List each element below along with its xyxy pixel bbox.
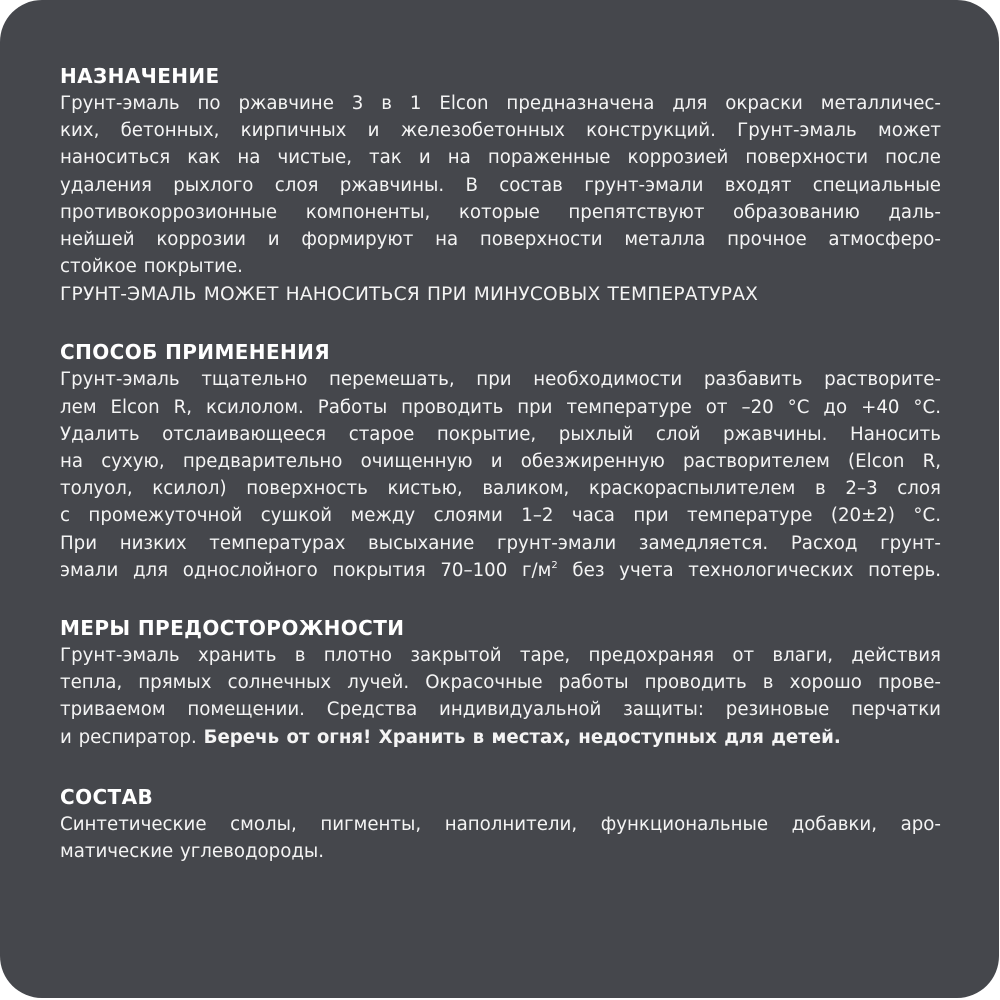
text-line: с промежуточной сушкой между слоями 1–2 часа при температуре (20±2) °С. [60, 505, 941, 527]
consumption-text: эмали для однослойного покрытия 70–100 г/м [60, 559, 552, 581]
text-line: наноситься как на чистые, так и на пораженные коррозией поверхности после [60, 147, 941, 169]
section-heading: МЕРЫ ПРЕДОСТОРОЖНОСТИ [60, 616, 405, 641]
text-line: Синтетические смолы, пигменты, наполнители, функциональные добавки, аро- [60, 813, 941, 835]
text-line: Удалить отслаивающееся старое покрытие, рыхлый слой ржавчины. Наносить [60, 423, 941, 445]
section-body [60, 90, 941, 310]
section-body [60, 642, 941, 751]
text-line: При низких температурах высыхание грунт-эмали замедляется. Расход грунт- [60, 532, 941, 554]
text-line: на сухую, предварительно очищенную и обезжиренную растворителем (Elcon R, [60, 451, 941, 473]
text-line: толуол, ксилол) поверхность кистью, валиком, краскораспылителем в 2–3 слоя [60, 478, 941, 500]
text-line-consumption [60, 557, 941, 584]
consumption-text-tail: без учета технологических потерь. [557, 559, 941, 581]
text-line: Грунт-эмаль хранить в плотно закрытой таре, предохраняя от влаги, действия [60, 645, 941, 667]
section-heading: НАЗНАЧЕНИЕ [60, 64, 220, 88]
text-line: удаления рыхлого слоя ржавчины. В состав грунт-эмали входят специальные [60, 174, 941, 196]
text-line: противокоррозионные компоненты, которые препятствуют образованию даль- [60, 201, 941, 223]
text-line: тепла, прямых солнечных лучей. Окрасочные работы проводить в хорошо прове- [60, 672, 941, 694]
text-line-warning [60, 724, 941, 751]
text-line: ких, бетонных, кирпичных и железобетонных конструкций. Грунт-эмаль может [60, 120, 941, 142]
section-purpose [60, 62, 941, 310]
section-heading: СПОСОБ ПРИМЕНЕНИЯ [60, 340, 331, 365]
section-body [60, 366, 941, 584]
fire-warning-bold: Беречь от огня! Хранить в местах, недоступных для детей. [203, 726, 841, 748]
section-heading: СОСТАВ [60, 784, 154, 809]
superscript-squared: 2 [551, 559, 558, 571]
text-line: Грунт-эмаль по ржавчине 3 в 1 Elcon предназначена для окраски металличес- [60, 93, 941, 114]
text-line: лем Elcon R, ксилолом. Работы проводить при температуре от –20 °С до +40 °С. [60, 396, 941, 418]
text-line: триваемом помещении. Средства индивидуальной защиты: резиновые перчатки [60, 699, 941, 721]
section-application [60, 338, 941, 584]
minus-temperature-note: ГРУНТ-ЭМАЛЬ МОЖЕТ НАНОСИТЬСЯ ПРИ МИНУСОВЫХ ТЕМПЕРАТУРАХ [60, 284, 759, 306]
section-precautions [60, 614, 941, 751]
text-line: Грунт-эмаль тщательно перемешать, при необходимости разбавить растворите- [60, 369, 941, 391]
section-composition [60, 783, 941, 865]
text-line: стойкое покрытие. [60, 256, 243, 278]
text-line: нейшей коррозии и формируют на поверхности металла прочное атмосферо- [60, 229, 941, 251]
precaution-text: и респиратор. [60, 726, 204, 748]
section-body [60, 811, 941, 865]
text-line: матические углеводороды. [60, 841, 325, 863]
